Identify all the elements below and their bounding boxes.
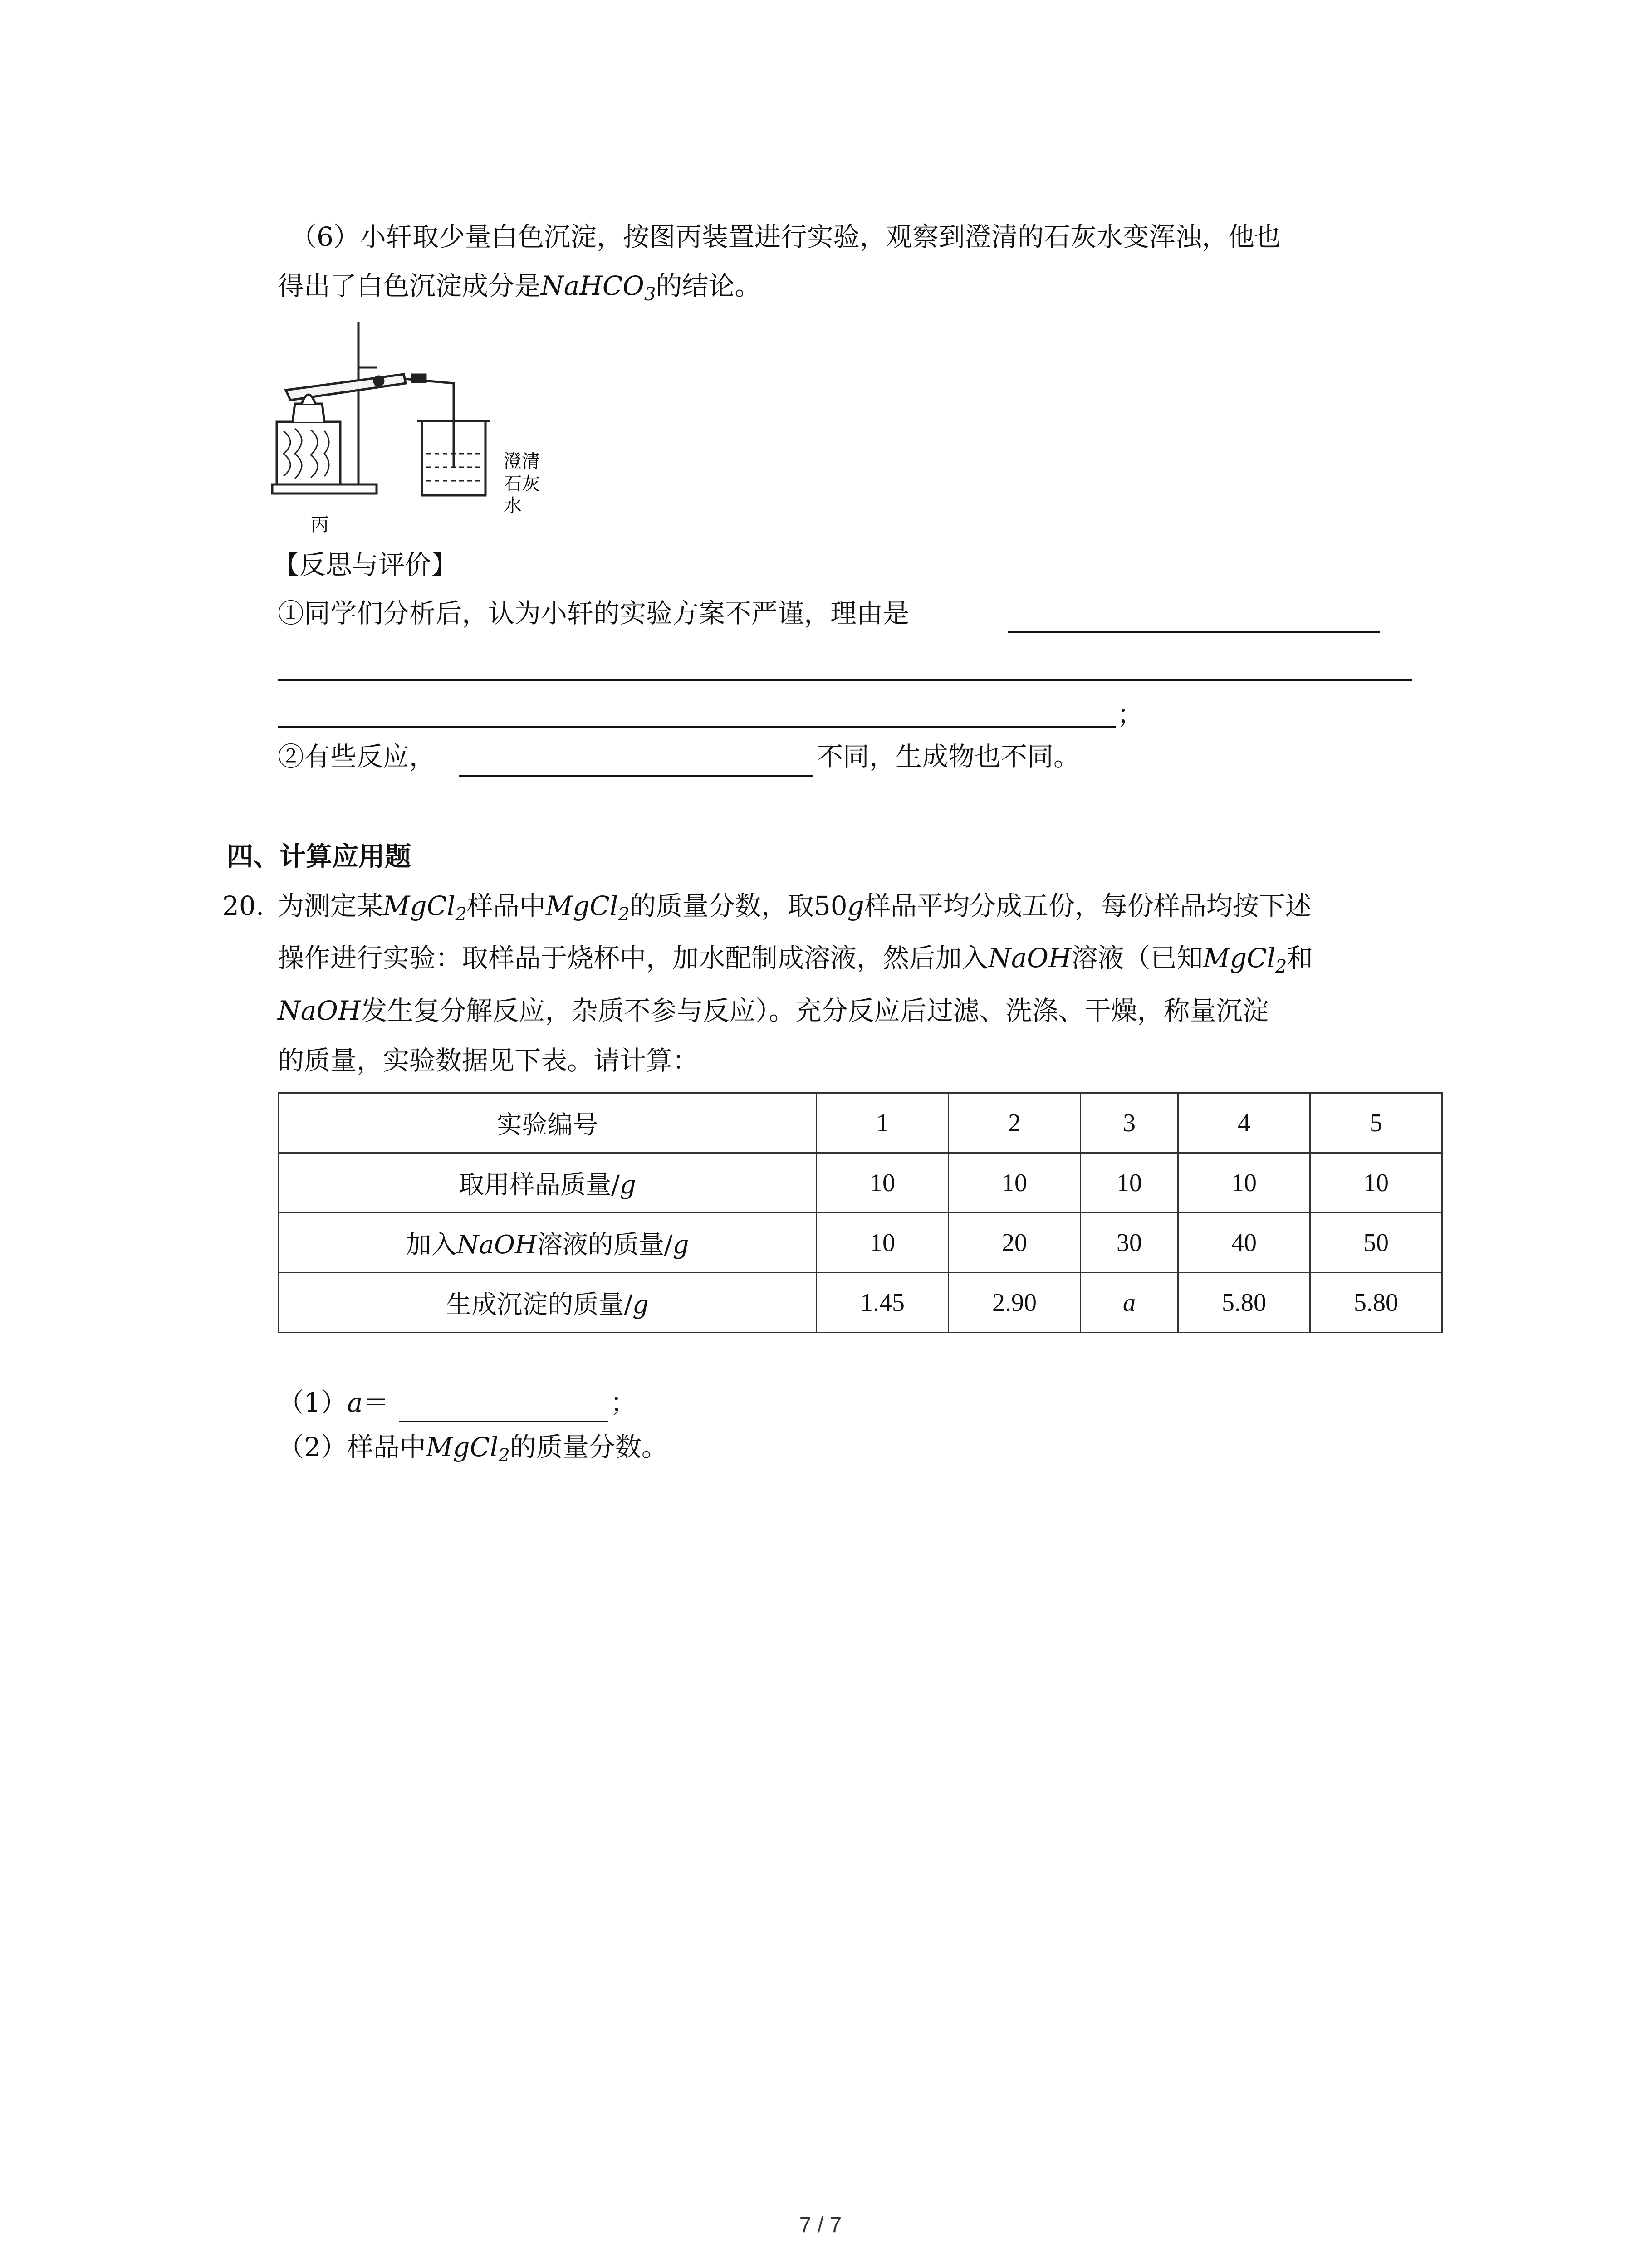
page-number: 7 / 7 [799, 2213, 842, 2237]
sub-question-1-end: ； [610, 1387, 637, 1418]
table-cell: 50 [1310, 1213, 1442, 1273]
table-cell: 20 [949, 1213, 1081, 1273]
table-cell: 2 [949, 1093, 1081, 1153]
table-cell: 1 [817, 1093, 949, 1153]
answer-blank-reason-2[interactable] [278, 679, 1412, 681]
table-cell: 5 [1310, 1093, 1442, 1153]
answer-blank-reason-1[interactable] [1008, 631, 1380, 633]
table-cell: 10 [1081, 1153, 1178, 1213]
table-cell: 30 [1081, 1213, 1178, 1273]
q6-line2: 得出了白色沉淀成分是NaHCO$_3$的结论。 [278, 270, 761, 305]
reflection-item2-end: 不同，生成物也不同。 [817, 741, 1080, 772]
table-cell: 10 [949, 1153, 1081, 1213]
q20-line3: NaOH发生复分解反应，杂质不参与反应）。充分反应后过滤、洗涤、干燥，称量沉淀 [278, 995, 1269, 1026]
table-cell: 1.45 [817, 1273, 949, 1333]
table-cell: 3 [1081, 1093, 1178, 1153]
table-cell: 10 [817, 1213, 949, 1273]
reflection-item1: ①同学们分析后，认为小轩的实验方案不严谨，理由是 [278, 598, 910, 629]
table-cell: 2.90 [949, 1273, 1081, 1333]
table-row-label: 生成沉淀的质量/g [279, 1273, 817, 1333]
answer-blank-condition[interactable] [459, 775, 813, 777]
q20-line2: 操作进行实验：取样品于烧杯中，加水配制成溶液，然后加入NaOH溶液（已知MgCl$_2$和 [278, 943, 1313, 977]
table-row [279, 1093, 1442, 1153]
figure-label-3: 水 [504, 495, 522, 516]
apparatus-figure [268, 318, 585, 553]
answer-blank-a[interactable] [399, 1421, 608, 1422]
q6-line1: （6）小轩取少量白色沉淀，按图丙装置进行实验，观察到澄清的石灰水变浑浊，他也 [290, 221, 1281, 252]
figure-caption: 丙 [311, 514, 329, 535]
q20-number: 20. [222, 890, 265, 921]
table-cell: 5.80 [1310, 1273, 1442, 1333]
table-cell: a [1081, 1273, 1178, 1333]
sub-question-1: （1）a＝ [278, 1387, 389, 1418]
section-heading: 四、计算应用题 [227, 841, 411, 872]
table-row [279, 1273, 1442, 1333]
table-cell: 10 [1310, 1153, 1442, 1213]
experiment-table [278, 1092, 1443, 1333]
table-row [279, 1213, 1442, 1273]
figure-label-1: 澄清 [504, 451, 540, 472]
table-row-label: 加入NaOH溶液的质量/g [279, 1213, 817, 1273]
figure-label-2: 石灰 [504, 474, 540, 494]
reflection-heading: 【反思与评价】 [273, 549, 458, 580]
table-cell: 10 [817, 1153, 949, 1213]
table-header-label: 实验编号 [279, 1093, 817, 1153]
sub-question-2: （2）样品中MgCl$_2$的质量分数。 [278, 1432, 668, 1466]
table-cell: 40 [1178, 1213, 1310, 1273]
reflection-semicolon: ； [1117, 699, 1144, 730]
reflection-item2-start: ②有些反应， [278, 741, 436, 772]
table-cell: 10 [1178, 1153, 1310, 1213]
table-cell: 5.80 [1178, 1273, 1310, 1333]
answer-blank-reason-3[interactable] [278, 726, 1116, 728]
q20-line4: 的质量，实验数据见下表。请计算： [278, 1045, 699, 1076]
q20-line1: 为测定某MgCl$_2$样品中MgCl$_2$的质量分数，取50g样品平均分成五份，每份样品均按下述 [278, 890, 1312, 925]
table-cell: 4 [1178, 1093, 1310, 1153]
table-row [279, 1153, 1442, 1213]
table-row-label: 取用样品质量/g [279, 1153, 817, 1213]
